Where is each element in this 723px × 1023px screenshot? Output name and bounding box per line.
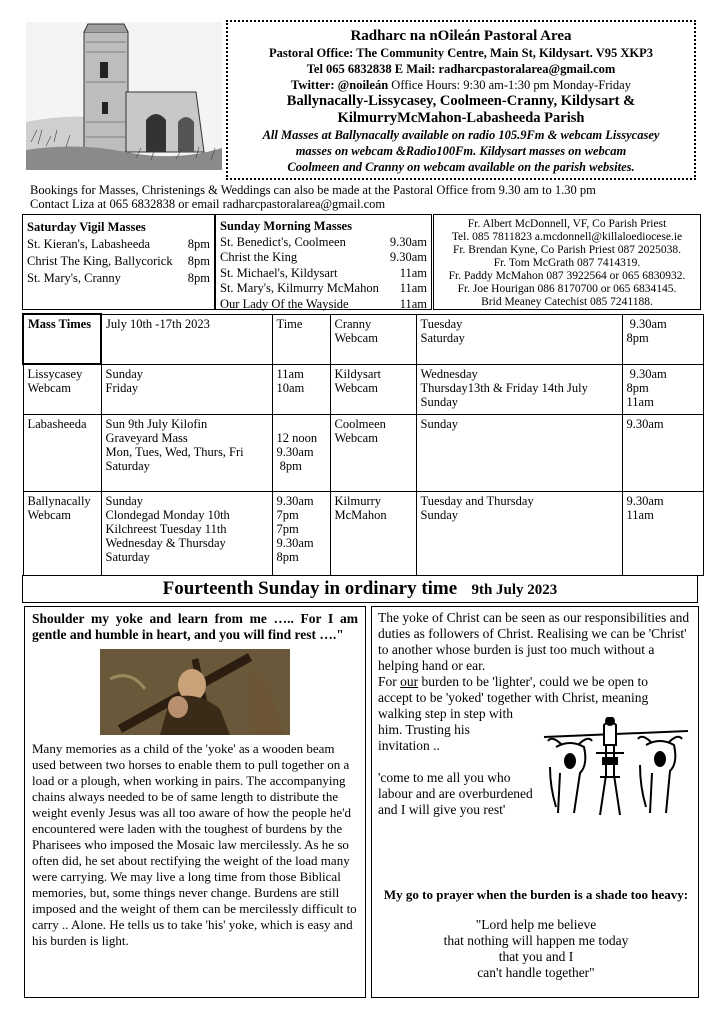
- parish-line-1: Ballynacally-Lissycasey, Coolmeen-Cranny, Kildysart &: [286, 93, 636, 109]
- cell-times: 9.30am 7pm 7pm 9.30am 8pm: [272, 491, 330, 575]
- clergy-line: Brid Meaney Catechist 085 7241188.: [481, 296, 653, 308]
- parish-line-2: KilmurryMcMahon-Labasheeda Parish: [337, 110, 585, 126]
- cell-place: Kilmurry McMahon: [330, 491, 416, 575]
- cell-days: Sunday Friday: [101, 364, 272, 414]
- cell-days: Tuesday Saturday: [416, 314, 622, 364]
- table-row: [23, 364, 703, 414]
- yoke-paragraph-1: The yoke of Christ can be seen as our responsibilities and duties as followers of Christ. Realising we can be 'Christ' to another whose burden is just too much without a helping hand or ear.: [378, 610, 690, 673]
- prayer-text: [380, 917, 692, 981]
- cell-place: Labasheeda: [23, 414, 101, 491]
- sunday-row: [220, 266, 427, 282]
- twitter-office-hours-line: [228, 77, 694, 93]
- clergy-line: Tel. 085 7811823 a.mcdonnell@killaloediocese.ie: [451, 231, 683, 243]
- sunday-row: [220, 281, 427, 297]
- sunday-time: 11am: [399, 296, 427, 311]
- sunday-title-banner: [22, 575, 698, 603]
- clergy-line: Fr. Albert McDonnell, VF, Co Parish Priest: [467, 218, 667, 230]
- cell-days: Sunday: [416, 414, 622, 491]
- vigil-time: 8pm: [187, 237, 210, 251]
- sunday-row: [220, 235, 427, 251]
- cell-place: Lissycasey Webcam: [23, 364, 101, 414]
- sunday-place: St. Mary's, Kilmurry McMahon: [220, 281, 379, 295]
- sunday-place: St. Benedict's, Coolmeen: [220, 234, 346, 249]
- left-reflection-column: [24, 606, 366, 998]
- cell-times: 9.30am: [622, 414, 703, 491]
- sunday-place: Our Lady Of the Wayside: [220, 296, 349, 311]
- broadcast-line-3: Coolmeen and Cranny on webcam available on the parish websites.: [287, 160, 635, 174]
- prayer-line: that you and I: [498, 949, 574, 964]
- cell-place: Coolmeen Webcam: [330, 414, 416, 491]
- cell-times: 9.30am 8pm: [622, 314, 703, 364]
- office-hours: Office Hours: 9:30 am-1:30 pm Monday-Friday: [391, 78, 631, 92]
- prayer-line: can't handle together": [477, 965, 595, 980]
- bookings-line-1: Bookings for Masses, Christenings & Weddings can also be made at the Pastoral Office from 9.30 am to 1.30 pm: [30, 183, 596, 197]
- contact-line: Tel 065 6832838 E Mail: radharcpastoralarea@gmail.com: [306, 62, 616, 76]
- table-row: [23, 414, 703, 491]
- mass-times-table: [22, 313, 704, 576]
- cell-times: 11am 10am: [272, 364, 330, 414]
- christ-carrying-cross-painting: [100, 649, 290, 735]
- cell-days: Tuesday and Thursday Sunday: [416, 491, 622, 575]
- prayer-line: "Lord help me believe: [475, 917, 597, 932]
- cell-place: Cranny Webcam: [330, 314, 416, 364]
- clergy-line: Fr. Paddy McMahon 087 3922564 or 065 6830932.: [448, 270, 686, 282]
- twitter-handle[interactable]: Twitter: @noileán: [291, 78, 389, 92]
- cell-times: 9.30am 11am: [622, 491, 703, 575]
- cell-place: Kildysart Webcam: [330, 364, 416, 414]
- cell-times: 12 noon 9.30am 8pm: [272, 414, 330, 491]
- mass-times-label: Mass Times: [23, 314, 101, 364]
- sunday-place: Christ the King: [220, 250, 298, 264]
- reflection-body: Many memories as a child of the 'yoke' as a wooden beam used between two horses to enable them to pull together on a load or a plough, when working in pairs. The accompanying chains always needed to be of same length to distribute the weight evenly Jesus was all too aware of how the people he'd encountered were laden with the toughest of burdens by the Pharisees who imposed the Mosaic law mercilessly. As he so often did, he set about rectifying the weight of the load many were carrying. We may live a long time from those Biblical memories, but, some things never change. Burdens are still imposed and the weight of them can be mercilessly difficult to carry .. Alone. He tells us to take 'his' yoke, which is easy and his burden is light.: [32, 741, 357, 948]
- yoke-paragraph-2: [378, 674, 678, 722]
- table-row: [23, 491, 703, 575]
- yoked-oxen-illustration: [540, 717, 692, 825]
- gospel-quote: Shoulder my yoke and learn from me ….. For I am gentle and humble in heart, and you will find rest ….": [32, 611, 358, 642]
- vigil-place: St. Mary's, Cranny: [27, 271, 121, 285]
- vigil-place: St. Kieran's, Labasheeda: [27, 237, 151, 251]
- vigil-time: 8pm: [187, 271, 210, 285]
- broadcast-line-2: masses on webcam &Radio100Fm. Kildysart masses on webcam: [295, 144, 627, 158]
- pastoral-office-address: Pastoral Office: The Community Centre, Main St, Kildysart. V95 XKP3: [269, 46, 653, 60]
- trusting-invitation: him. Trusting his invitation ..: [378, 722, 470, 753]
- sunday-row: [220, 297, 427, 313]
- vigil-place: Christ The King, Ballycorick: [27, 254, 173, 268]
- table-row: [23, 314, 703, 364]
- clergy-line: Fr. Joe Hourigan 086 8170700 or 065 6834145.: [457, 283, 677, 295]
- date-range: July 10th -17th 2023: [101, 314, 272, 364]
- sunday-time: 9.30am: [389, 250, 427, 264]
- prayer-line: that nothing will happen me today: [443, 933, 629, 948]
- saturday-vigil-box: [22, 214, 215, 310]
- sunday-time: 11am: [399, 281, 427, 295]
- church-ruin-illustration: [26, 22, 222, 170]
- pastoral-area-title: Radharc na nOileán Pastoral Area: [350, 28, 572, 44]
- vigil-row: [27, 236, 210, 253]
- para2-prefix: For: [378, 674, 401, 689]
- sunday-morning-box: [215, 214, 432, 310]
- para2-rest: burden to be 'lighter', could we be open to accept to be 'yoked' together with Christ, meaning walking step in step with: [378, 674, 649, 721]
- cell-days: Sunday Clondegad Monday 10th Kilchreest Tuesday 11th Wednesday & Thursday Saturday: [101, 491, 272, 575]
- cell-times: 9.30am 8pm 11am: [622, 364, 703, 414]
- saturday-vigil-heading: Saturday Vigil Masses: [27, 220, 146, 234]
- header-info-box: [226, 20, 696, 180]
- sunday-time: 11am: [399, 265, 427, 280]
- bookings-line-2: Contact Liza at 065 6832838 or email radharcpastoralarea@gmail.com: [30, 197, 386, 211]
- sunday-title-main: Fourteenth Sunday in ordinary time: [162, 578, 458, 599]
- clergy-line: Fr. Tom McGrath 087 7414319.: [493, 257, 641, 269]
- sunday-place: St. Michael's, Kildysart: [220, 265, 338, 280]
- prayer-heading: My go to prayer when the burden is a shade too heavy:: [383, 887, 689, 902]
- invitation-quote: 'come to me all you who labour and are overburdened and I will give you rest': [378, 770, 533, 817]
- sunday-morning-heading: Sunday Morning Masses: [220, 219, 352, 233]
- cell-days: Wednesday Thursday13th & Friday 14th July Sunday: [416, 364, 622, 414]
- vigil-row: [27, 253, 210, 270]
- vigil-row: [27, 270, 210, 287]
- clergy-line: Fr. Brendan Kyne, Co Parish Priest 087 2025038.: [452, 244, 682, 256]
- sunday-title-date: 9th July 2023: [471, 582, 558, 598]
- cell-days: Sun 9th July Kilofin Graveyard Mass Mon, Tues, Wed, Thurs, Fri Saturday: [101, 414, 272, 491]
- bookings-notice: [30, 183, 596, 211]
- sunday-row: [220, 250, 427, 266]
- clergy-contacts-box: [433, 214, 701, 310]
- sunday-time: 9.30am: [389, 234, 427, 249]
- broadcast-line-1: All Masses at Ballynacally available on radio 105.9Fm & webcam Lissycasey: [262, 128, 660, 142]
- cell-place: Ballynacally Webcam: [23, 491, 101, 575]
- time-header: Time: [272, 314, 330, 364]
- vigil-time: 8pm: [187, 254, 210, 268]
- para2-underlined-word: our: [400, 674, 419, 689]
